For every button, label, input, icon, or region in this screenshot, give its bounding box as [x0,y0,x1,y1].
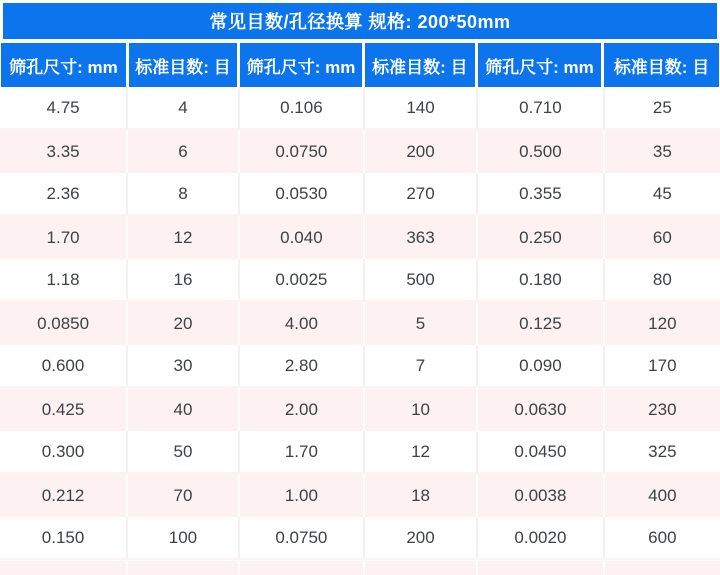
table-cell: 20 [128,302,240,345]
table-cell: 0.0750 [240,130,365,173]
table-cell: 8 [128,173,240,214]
table-cell: 0.0750 [240,517,365,558]
table-cell: 2.80 [240,345,365,386]
table-cell: 0.0025 [240,259,365,300]
table-cell: 70 [128,474,240,517]
table-cell: 16 [128,259,240,300]
table-row [0,216,720,259]
table-cell: 4.75 [0,87,128,128]
table-cell: 170 [648,355,677,375]
table-cell: 0.355 [478,173,605,214]
table-title-bar [3,3,717,39]
column-header-row [1,43,719,87]
table-cell: 45 [652,183,672,203]
table-cell: 40 [128,388,240,431]
table-row [0,173,720,216]
column-header-aperture-2: 筛孔尺寸: mm [240,43,365,87]
table-body [0,87,720,575]
column-header-aperture-3: 筛孔尺寸: mm [478,43,604,87]
column-header-mesh-2: 标准目数: 目 [365,43,478,87]
table-cell: 0.090 [478,345,605,386]
column-header-mesh-1: 标准目数: 目 [129,43,240,87]
table-cell: 3.35 [0,130,128,173]
table-cell: 0.710 [478,87,605,128]
table-cell: 400 [648,485,677,505]
table-cell [240,561,365,575]
table-cell: 1.18 [0,259,128,300]
table-cell: 200 [365,517,478,558]
table-cell: 0.212 [0,474,128,517]
table-cell: 0.600 [0,345,128,386]
column-header-mesh-3: 标准目数: 目 [604,43,719,87]
table-cell: 0.500 [478,130,605,173]
table-cell: 270 [365,173,478,214]
table-cell: 325 [648,441,677,461]
table-cell: 0.250 [478,216,605,259]
table-cell: 0.150 [0,517,128,558]
table-cell: 4.00 [240,302,365,345]
table-cell: 0.0038 [478,474,605,517]
table-cell: 600 [648,527,677,547]
table-cell: 0.0450 [478,431,605,472]
table-cell: 363 [365,216,478,259]
table-cell: 18 [365,474,478,517]
table-cell [128,561,240,575]
table-cell: 12 [365,431,478,472]
table-row [0,259,720,302]
table-row [0,474,720,517]
table-cell: 0.0850 [0,302,128,345]
table-cell: 12 [128,216,240,259]
table-cell: 7 [365,345,478,386]
table-cell: 100 [128,517,240,558]
table-cell: 2.36 [0,173,128,214]
table-cell: 0.0020 [478,517,605,558]
table-cell: 2.00 [240,388,365,431]
table-cell: 0.0530 [240,173,365,214]
table-row [0,431,720,474]
table-row [0,302,720,345]
table-cell: 1.00 [240,474,365,517]
table-row [0,87,720,130]
table-cell: 200 [365,130,478,173]
table-cell [0,561,128,575]
table-cell: 140 [365,87,478,128]
table-cell: 0.040 [240,216,365,259]
table-cell [605,561,720,575]
table-row [0,345,720,388]
table-row [0,130,720,173]
table-cell: 4 [128,87,240,128]
table-cell: 500 [365,259,478,300]
page-title: 常见目数/孔径换算 规格: 200*50mm [209,12,511,32]
table-cell: 0.300 [0,431,128,472]
table-cell: 30 [128,345,240,386]
table-cell: 25 [652,97,672,117]
table-cell: 0.180 [478,259,605,300]
table-cell: 230 [648,399,677,419]
table-cell: 6 [128,130,240,173]
table-cell: 0.425 [0,388,128,431]
table-cell: 80 [652,269,672,289]
table-cell: 50 [128,431,240,472]
table-cell: 5 [365,302,478,345]
table-cell: 1.70 [0,216,128,259]
table-cell: 0.106 [240,87,365,128]
table-row-partial [0,561,720,575]
table-row [0,388,720,431]
table-cell: 0.125 [478,302,605,345]
column-header-aperture-1: 筛孔尺寸: mm [1,43,129,87]
table-cell [478,561,605,575]
table-cell: 120 [648,313,677,333]
table-cell: 60 [652,227,672,247]
table-row [0,517,720,560]
table-cell: 0.0630 [478,388,605,431]
table-cell: 35 [652,141,672,161]
table-cell: 10 [365,388,478,431]
table-cell: 1.70 [240,431,365,472]
table-cell [365,561,478,575]
